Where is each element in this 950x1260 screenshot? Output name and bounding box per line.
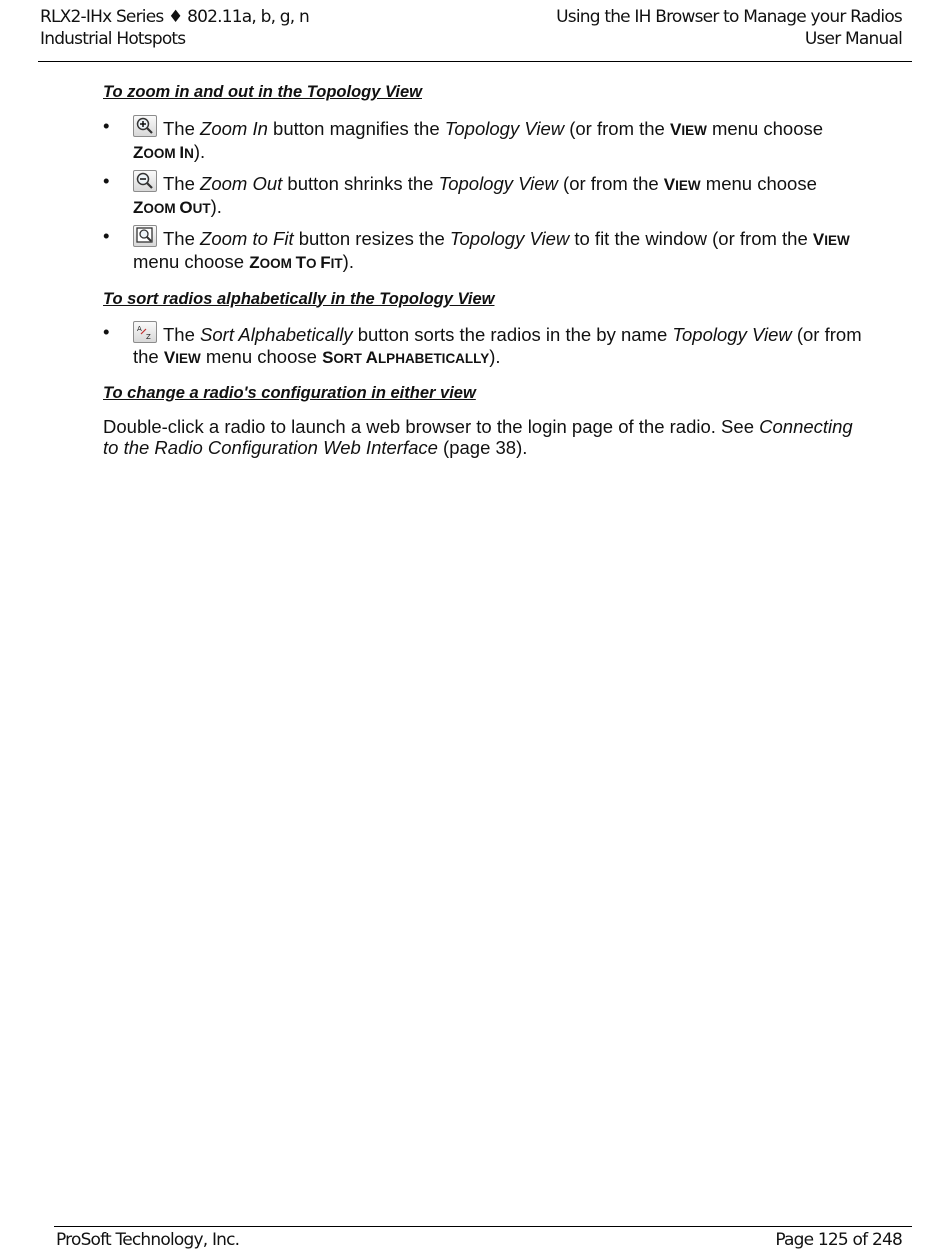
zoom-out-icon xyxy=(133,170,157,192)
button-name: Zoom In xyxy=(200,117,268,139)
sort-section-heading: To sort radios alphabetically in the Topology View xyxy=(103,289,495,308)
page-content xyxy=(103,82,863,473)
footer-company: ProSoft Technology, Inc. xyxy=(56,1230,240,1250)
bullet-marker: • xyxy=(103,224,110,246)
text-run: (page 38). xyxy=(437,437,528,458)
menu-name: VIEW xyxy=(163,347,201,367)
svg-text:Z: Z xyxy=(146,333,151,341)
zoom-to-fit-icon xyxy=(133,225,157,247)
bullet-marker: • xyxy=(103,114,110,136)
text-run: button magnifies the xyxy=(267,117,445,139)
text-run: ). xyxy=(342,251,354,272)
text-run: (or from the xyxy=(557,172,664,194)
list-item xyxy=(103,170,863,220)
menu-command: ZOOM IN xyxy=(133,143,194,162)
header-rule xyxy=(38,61,912,62)
menu-name: VIEW xyxy=(663,174,701,194)
text-run: (or from the xyxy=(564,117,670,139)
text-run: ). xyxy=(489,345,501,367)
zoom-bullet-list xyxy=(103,115,863,275)
menu-command: SORT ALPHABETICALLY xyxy=(322,347,490,367)
text-run: The xyxy=(163,227,201,249)
sort-alphabetically-icon xyxy=(133,321,157,343)
view-name: Topology View xyxy=(672,324,792,345)
sort-section xyxy=(103,289,863,370)
text-run: menu choose xyxy=(133,251,250,272)
config-paragraph xyxy=(103,416,863,459)
view-name: Topology View xyxy=(444,117,565,139)
text-run: The xyxy=(163,324,201,345)
button-name: Zoom Out xyxy=(200,172,283,194)
sort-bullet-list xyxy=(103,321,863,369)
cross-reference-link[interactable]: Connecting to the Radio Configuration Web Interface xyxy=(103,415,853,458)
menu-name: VIEW xyxy=(812,229,850,249)
text-run: ). xyxy=(210,196,222,217)
view-name: Topology View xyxy=(449,227,570,249)
text-run: button resizes the xyxy=(293,227,450,249)
text-run: menu choose xyxy=(706,117,824,139)
bullet-marker: • xyxy=(103,169,110,191)
zoom-section xyxy=(103,82,863,275)
button-name: Sort Alphabetically xyxy=(200,324,353,345)
svg-text:A: A xyxy=(137,325,142,333)
config-section xyxy=(103,383,863,459)
header-document-type: User Manual xyxy=(804,29,902,49)
header-chapter-title: Using the IH Browser to Manage your Radios xyxy=(556,7,902,27)
button-name: Zoom to Fit xyxy=(200,227,294,249)
text-run: button sorts the radios in the by name xyxy=(352,324,673,345)
text-run: The xyxy=(163,117,201,139)
zoom-section-heading: To zoom in and out in the Topology View xyxy=(103,83,422,101)
text-run: button shrinks the xyxy=(282,172,439,194)
text-run: ). xyxy=(193,141,206,162)
header-product-line: RLX2-IHx Series ♦ 802.11a, b, g, n xyxy=(40,7,309,27)
text-run: menu choose xyxy=(200,345,323,367)
text-run: to fit the window (or from the xyxy=(569,227,813,249)
footer-rule xyxy=(54,1226,912,1227)
running-header-right xyxy=(556,6,902,50)
text-run: Double-click a radio to launch a web browser to the login page of the radio. See xyxy=(103,415,760,437)
view-name: Topology View xyxy=(438,172,558,194)
text-run: The xyxy=(163,172,201,194)
footer-page-number: Page 125 of 248 xyxy=(775,1230,902,1250)
bullet-marker: • xyxy=(103,321,110,342)
text-run: (or from the xyxy=(133,324,862,367)
list-item xyxy=(103,225,863,275)
menu-command: ZOOM TO FIT xyxy=(249,253,343,272)
text-run: menu choose xyxy=(700,172,817,194)
list-item xyxy=(103,115,863,165)
running-header-left xyxy=(40,6,309,50)
menu-name: VIEW xyxy=(669,119,707,139)
list-item xyxy=(103,321,863,369)
menu-command: ZOOM OUT xyxy=(133,198,211,217)
zoom-in-icon xyxy=(133,115,157,137)
config-section-heading: To change a radio's configuration in either view xyxy=(103,384,476,402)
header-product-type: Industrial Hotspots xyxy=(40,29,186,49)
